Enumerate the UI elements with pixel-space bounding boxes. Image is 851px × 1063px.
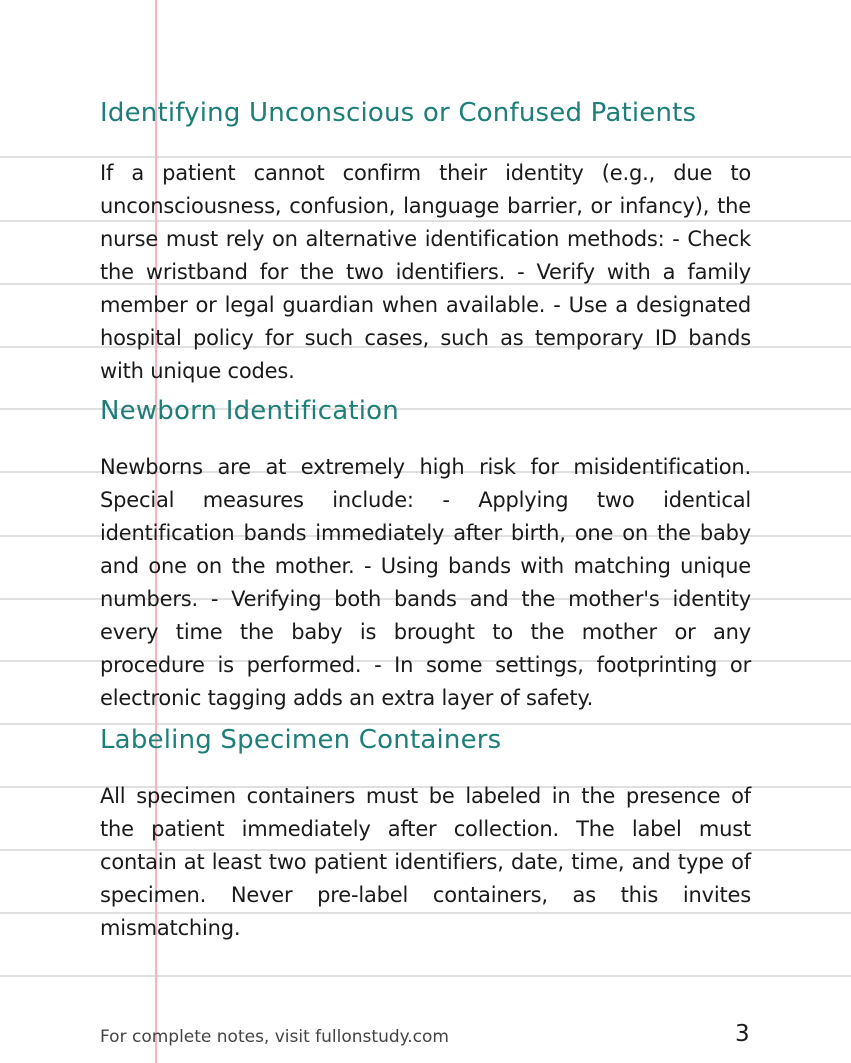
section-body-unconscious: If a patient cannot confirm their identity (e.g., due to unconsciousness, confusion, language barrier, or infancy), the nurse must rely on alternative identification methods: - Check the wristband for the two identifiers. - Verify with a family member or legal guardian when available. - Use a designated hospital policy for such cases, such as temporary ID bands with unique codes.: [100, 161, 751, 383]
footer-note: For complete notes, visit fullonstudy.com: [100, 1027, 449, 1047]
ruled-line: [0, 975, 851, 977]
section-heading-newborn: Newborn Identification: [100, 396, 399, 426]
section-heading-specimen: Labeling Specimen Containers: [100, 725, 502, 755]
page-number: 3: [735, 1021, 750, 1047]
section-heading-unconscious: Identifying Unconscious or Confused Patients: [100, 98, 697, 128]
section-body-newborn: Newborns are at extremely high risk for misidentification. Special measures include: - Applying two identical identification bands immediately after birth, one on the baby and one on the mother. - Using bands with matching unique numbers. - Verifying both bands and the mother's identity every time the baby is brought to the mother or any procedure is performed. - In some settings, footprinting or electronic tagging adds an extra layer of safety.: [100, 455, 751, 710]
section-body-specimen: All specimen containers must be labeled in the presence of the patient immediately after collection. The label must contain at least two patient identifiers, date, time, and type of specimen. Never pre-label containers, as this invites mismatching.: [100, 784, 751, 940]
